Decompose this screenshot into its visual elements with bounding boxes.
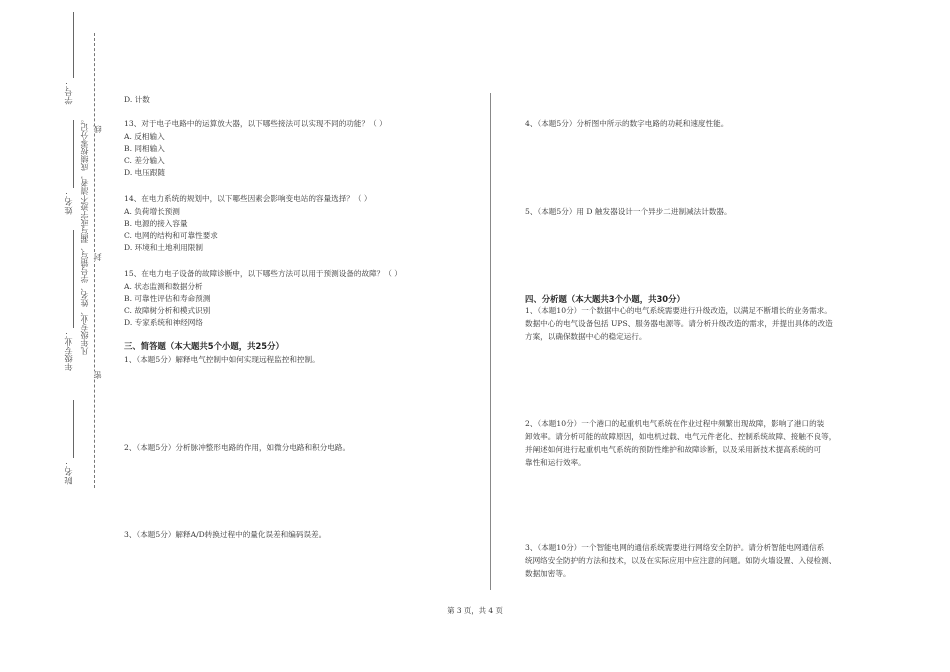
short-question-2: 2、（本题5分）分析脉冲整形电路的作用，如微分电路和积分电路。 — [124, 443, 351, 452]
student-id-line — [73, 12, 74, 78]
name-label: 姓名： — [63, 190, 73, 215]
q13-stem: 13、对于电子电路中的运算放大器，以下哪些接法可以实现不同的功能？（ ） — [124, 119, 387, 128]
q15-option-a: A. 状态监测和数据分析 — [124, 282, 203, 291]
q13-option-c: C. 差分输入 — [124, 156, 165, 165]
student-id-label: 学号： — [63, 80, 73, 105]
analysis-1-line-3: 方案，以确保数据中心的稳定运行。 — [525, 332, 647, 341]
column-divider — [490, 93, 491, 590]
q15-option-d: D. 专家系统和神经网络 — [124, 318, 203, 327]
analysis-1-line-2: 数据中心的电气设备包括 UPS、服务器电源等。请分析升级改造的需求，并提出具体的改造 — [525, 319, 833, 328]
q14-stem: 14、在电力系统的规划中，以下哪些因素会影响变电站的容量选择？（ ） — [124, 194, 372, 203]
q15-option-b: B. 可靠性评估和寿命预测 — [124, 294, 211, 303]
analysis-3-line-2: 统网络安全防护的方法和技术，以及在实际应用中应注意的问题。如防火墙设置、入侵检测、 — [525, 556, 837, 565]
q14-option-a: A. 负荷增长预测 — [124, 207, 180, 216]
seal-feng: 封 — [92, 253, 102, 262]
analysis-3-line-1: 3、（本题10分）一个智能电网的通信系统需要进行网络安全防护。请分析智能电网通信系 — [525, 543, 825, 552]
section3-title: 三、简答题（本大题共5个小题，共25分） — [124, 341, 284, 351]
analysis-question-1 — [525, 304, 865, 343]
q14-option-d: D. 环境和土地利用限制 — [124, 243, 203, 252]
analysis-2-line-3: 并阐述如何进行起重机电气系统的预防性维护和故障诊断，以及采用新技术提高系统的可 — [525, 445, 822, 454]
analysis-question-2 — [525, 417, 865, 469]
q15-stem: 15、在电力电子设备的故障诊断中，以下哪些方法可以用于预测设备的故障？（ ） — [124, 269, 402, 278]
page-number: 第 3 页，共 4 页 — [447, 606, 503, 615]
seal-mi: 密 — [92, 371, 102, 380]
major-label: 年级专业： — [63, 330, 73, 371]
q12-option-d: D. 计数 — [124, 95, 150, 104]
analysis-3-line-3: 数据加密等。 — [525, 569, 571, 578]
name-line — [73, 120, 74, 188]
analysis-2-line-2: 卸效率。请分析可能的故障原因，如电机过载、电气元件老化、控制系统故障、接触不良等， — [525, 432, 837, 441]
analysis-1-line-1: 1、（本题10分）一个数据中心的电气系统需要进行升级改造，以满足不断增长的业务需求。 — [525, 306, 832, 315]
section4-title: 四、分析题（本大题共3个小题，共30分） — [525, 294, 685, 304]
major-line — [73, 230, 74, 328]
q13-option-b: B. 同相输入 — [124, 144, 165, 153]
school-line — [73, 400, 74, 458]
q15-option-c: C. 故障树分析和模式识别 — [124, 306, 211, 315]
short-question-4: 4、（本题5分）分析图中所示的数字电路的功耗和速度性能。 — [525, 119, 729, 128]
q14-option-b: B. 电源的接入容量 — [124, 219, 188, 228]
school-label: 院名： — [63, 460, 73, 485]
short-question-1: 1、（本题5分）解释电气控制中如何实现远程监控和控制。 — [124, 355, 320, 364]
binding-notice: 凡年级专业、姓名、学号错写、漏写或字迹不清者，成绩按零分记。 — [80, 115, 89, 355]
seal-xian: 线 — [92, 125, 102, 134]
analysis-2-line-4: 靠性和运行效率。 — [525, 458, 586, 467]
q13-option-d: D. 电压跟随 — [124, 168, 166, 177]
short-question-3: 3、（本题5分）解释A/D转换过程中的量化误差和编码误差。 — [124, 530, 327, 539]
q14-option-c: C. 电网的结构和可靠性要求 — [124, 231, 218, 240]
q13-option-a: A. 反相输入 — [124, 132, 165, 141]
analysis-question-3 — [525, 541, 865, 580]
analysis-2-line-1: 2、（本题10分）一个港口的起重机电气系统在作业过程中频繁出现故障，影响了港口的装 — [525, 419, 825, 428]
short-question-5: 5、（本题5分）用 D 触发器设计一个异步二进制减法计数器。 — [525, 207, 732, 216]
